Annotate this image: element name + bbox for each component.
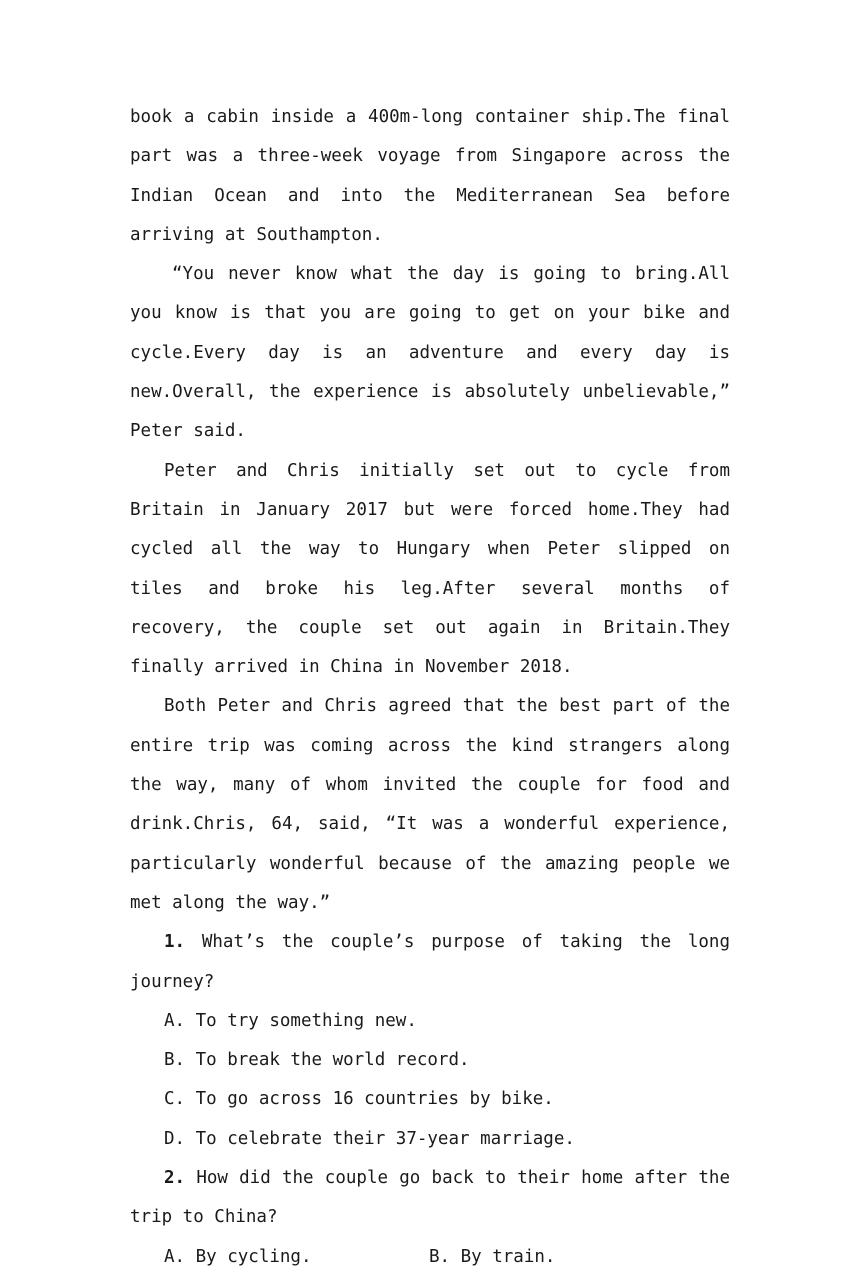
- answer-option: A. By cycling.: [164, 1246, 312, 1267]
- document-body: [130, 98, 730, 1277]
- passage-paragraph: Peter and Chris initially set out to cycle from Britain in January 2017 but were forced home.They had cycled all the way to Hungary when Peter slipped on tiles and broke his leg.After several months of recovery, the couple set out again in Britain.They finally arrived in China in November 2018.: [130, 460, 730, 678]
- answer-option: B. By train.: [429, 1246, 556, 1267]
- answer-option: B. To break the world record.: [164, 1050, 470, 1071]
- question-text: What’s the couple’s purpose of taking the long journey?: [130, 932, 730, 992]
- answer-option-row: [130, 1238, 730, 1277]
- passage-paragraph: book a cabin inside a 400m-long container ship.The final part was a three-week voyage from Singapore across the Indian Ocean and into the Mediterranean Sea before arriving at Southampton.: [130, 107, 730, 245]
- answer-option: D. To celebrate their 37-year marriage.: [164, 1128, 575, 1149]
- question-stem: [130, 923, 730, 1002]
- question-text: How did the couple go back to their home after the trip to China?: [130, 1168, 730, 1228]
- question-number: 2.: [164, 1168, 186, 1189]
- answer-option: C. To go across 16 countries by bike.: [164, 1089, 554, 1110]
- passage-paragraph: “You never know what the day is going to bring.All you know is that you are going to get on your bike and cycle.Every day is an adventure and every day is new.Overall, the experience is absolutely unbelievable,” Peter said.: [130, 264, 730, 442]
- answer-option: A. To try something new.: [164, 1010, 417, 1031]
- passage-paragraph: Both Peter and Chris agreed that the best part of the entire trip was coming across the kind strangers along the way, many of whom invited the couple for food and drink.Chris, 64, said, “It was a wonderful experience, particularly wonderful because of the amazing people we met along the way.”: [130, 696, 730, 913]
- question-2: [130, 1159, 730, 1277]
- question-number: 1.: [164, 932, 186, 953]
- question-stem: [130, 1159, 730, 1238]
- question-1: [130, 923, 730, 1159]
